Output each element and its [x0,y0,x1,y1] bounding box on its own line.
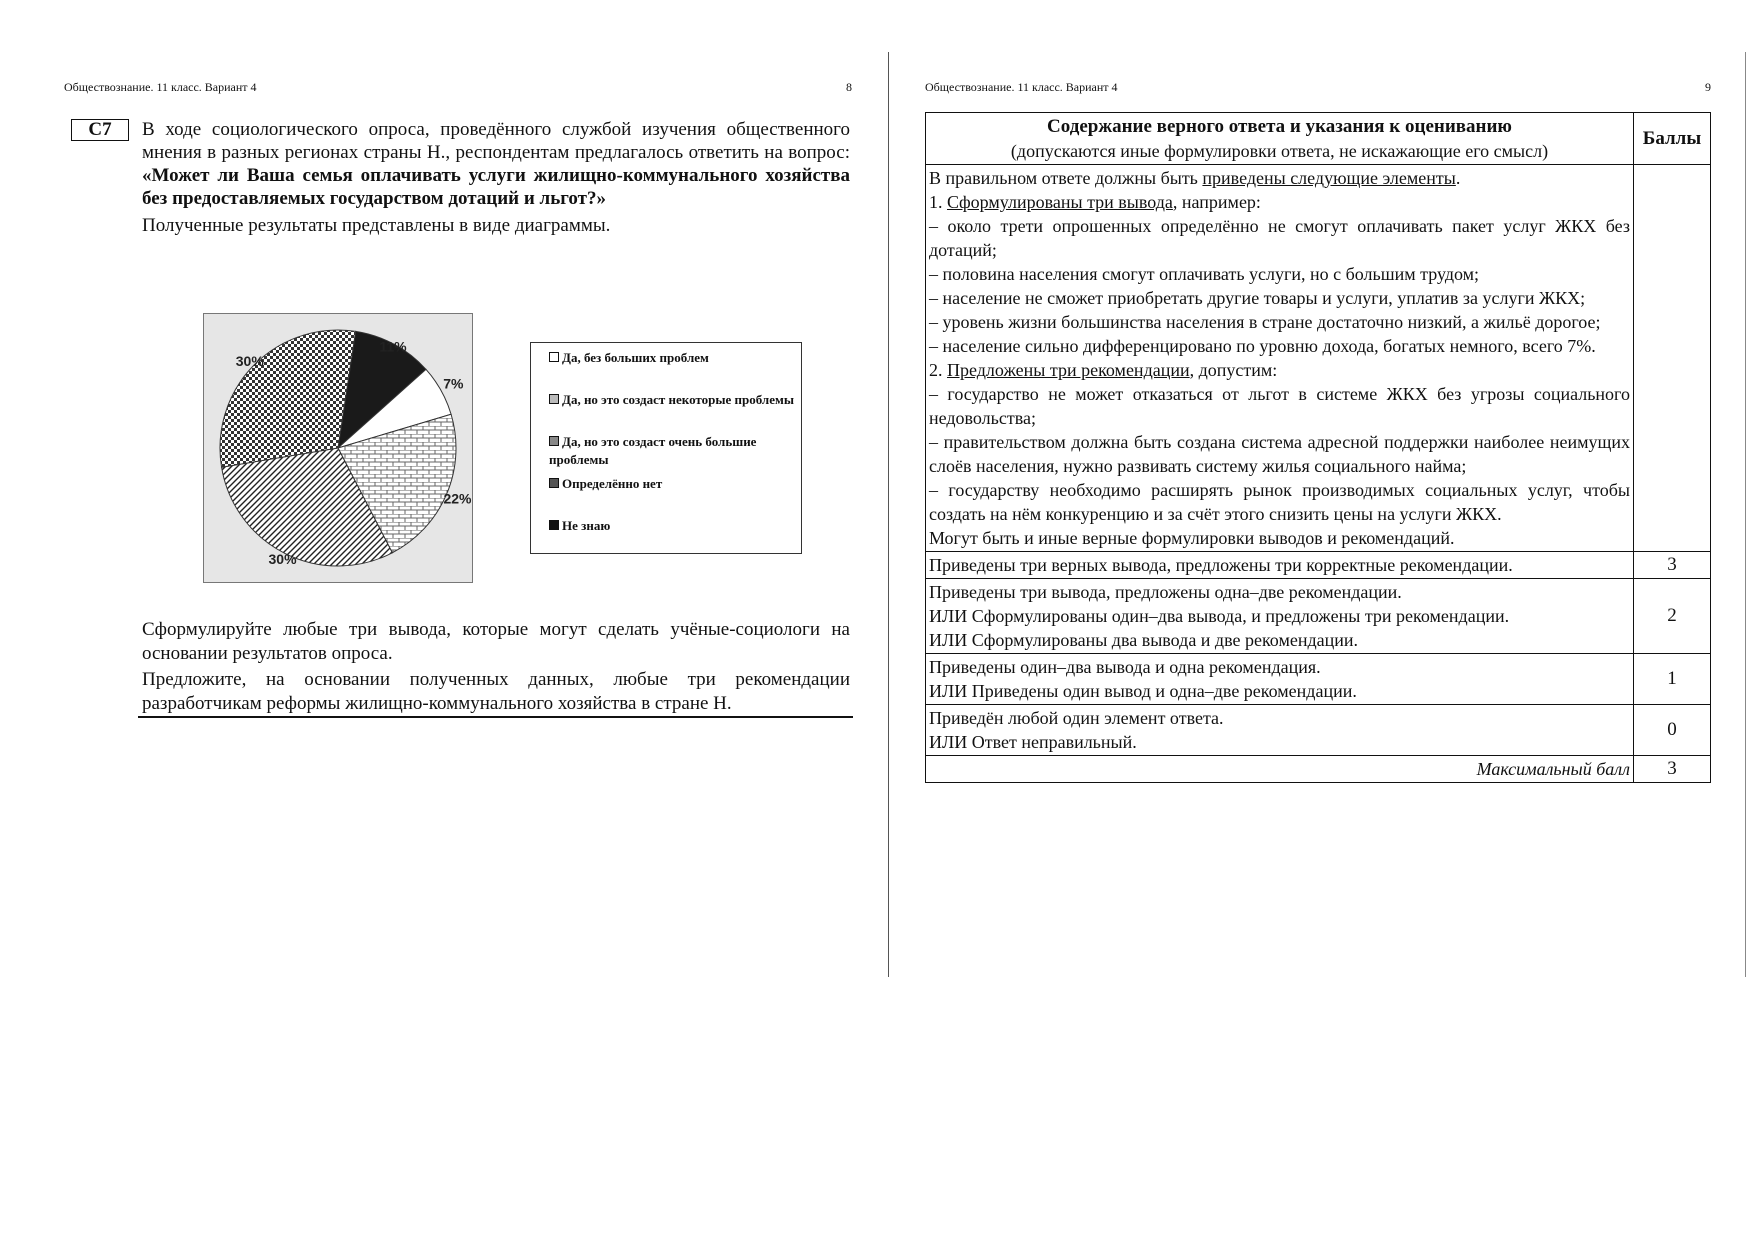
recommendation-item: – государству необходимо расширять рынок производимых социальных услуг, чтобы создать на нём конкуренцию и за счёт этого снизить цены на услуги ЖКХ. [929,480,1630,524]
answer-intro-c: . [1455,168,1461,188]
task-statement [142,118,850,237]
recommendation-item: – государство не может отказаться от льгот в системе ЖКХ без угрозы социального недовольства; [929,384,1630,428]
page-divider [888,52,889,977]
criteria-line: Приведены три вывода, предложены одна–две рекомендации. [929,582,1402,602]
legend-item [549,475,794,493]
conclusion-item: – уровень жизни большинства населения в стране достаточно низкий, а жильё дорогое; [929,312,1601,332]
conclusions-tail: , например: [1172,192,1261,212]
conclusion-item: – половина населения смогут оплачивать услуги, но с большим трудом; [929,264,1480,284]
legend-label: Определённо нет [562,476,663,491]
pie-data-label: 7% [443,375,464,392]
legend-label: Не знаю [562,518,611,533]
swatch-brick [549,394,559,404]
criteria-line: ИЛИ Приведены один вывод и одна–две рекомендации. [929,681,1357,701]
pie-data-label: 22% [443,490,472,507]
criteria-header-title: Содержание верного ответа и указания к оцениванию [1047,116,1512,137]
criteria-line: Приведён любой один элемент ответа. [929,708,1224,728]
task-question: «Может ли Ваша семья оплачивать услуги жилищно-коммунального хозяйства без предоставляемых государством дотаций и льгот?» [142,165,850,209]
score-header: Баллы [1634,113,1711,165]
results-text: Полученные результаты представлены в виде диаграммы. [142,215,611,236]
left-header-title: Обществознание. 11 класс. Вариант 4 [64,80,257,94]
recommendation-item: – правительством должна быть создана система адресной поддержки наиболее неимущих слоёв населения, нужно развивать систему жилья социального найма; [929,432,1630,476]
criteria-line: ИЛИ Сформулированы один–два вывода, и предложены три рекомендации. [929,606,1510,626]
task-instruction-2: Предложите, на основании полученных данных, любые три рекомендации разработчикам реформы жилищно-коммунального хозяйства в стране Н. [142,669,850,714]
answer-content [926,165,1634,552]
max-score-row [926,756,1711,783]
pie-chart-panel [203,313,473,583]
criteria-line: ИЛИ Сформулированы два вывода и две рекомендации. [929,630,1359,650]
legend-item [549,517,794,535]
criteria-header-sub: (допускаются иные формулировки ответа, не искажающие его смысл) [1010,141,1549,161]
criteria-score: 3 [1634,552,1711,579]
swatch-white [549,352,559,362]
answer-content-row [926,165,1711,552]
criteria-score: 0 [1634,705,1711,756]
task-instruction-1: Сформулируйте любые три вывода, которые могут сделать учёные-социологи на основании результатов опроса. [142,619,850,664]
swatch-diagonal [549,436,559,446]
legend-item [549,391,794,409]
criteria-table [925,112,1711,783]
criteria-text [926,654,1634,705]
criteria-text [926,705,1634,756]
conclusion-item: – около трети опрошенных определённо не смогут оплачивать пакет услуг ЖКХ без дотаций; [929,216,1630,260]
recs-title: Предложены три рекомендации [947,360,1190,380]
conclusion-item: – население не сможет приобретать другие товары и услуги, уплатив за услуги ЖКХ; [929,288,1586,308]
task-instructions [142,618,850,718]
legend-item [549,433,794,469]
task-number-box: C7 [71,119,129,141]
criteria-header-row [926,113,1711,165]
answer-closing: Могут быть и иные верные формулировки выводов и рекомендаций. [929,528,1455,548]
task-intro: В ходе социологического опроса, проведённого службой изучения общественного мнения в разных регионах страны Н., респондентам предлагалось ответить на вопрос: [142,119,850,163]
criteria-line: Приведены три верных вывода, предложены три корректные рекомендации. [929,555,1513,575]
legend-label: Да, но это создаст очень большие проблемы [549,434,757,467]
answer-score-empty [1634,165,1711,552]
legend-label: Да, без больших проблем [562,350,709,365]
conclusion-item: – население сильно дифференцировано по уровню дохода, богатых немного, всего 7%. [929,336,1596,356]
recs-tail: , допустим: [1189,360,1278,380]
criteria-text [926,552,1634,579]
legend-item [549,349,794,367]
left-page-number: 8 [846,80,852,94]
slice-opredelenno-net [220,330,356,467]
legend-label: Да, но это создаст некоторые проблемы [562,392,794,407]
swatch-check [549,478,559,488]
criteria-score: 1 [1634,654,1711,705]
pie-data-label: 11% [379,338,407,355]
swatch-black [549,520,559,530]
right-edge-line [1745,52,1746,977]
criteria-line: ИЛИ Ответ неправильный. [929,732,1137,752]
pie-data-label: 30% [268,550,297,567]
recs-num: 2. [929,360,947,380]
conclusions-num: 1. [929,192,947,212]
criteria-row [926,579,1711,654]
criteria-row [926,654,1711,705]
criteria-score: 2 [1634,579,1711,654]
pie-chart [204,314,472,582]
answer-intro-a: В правильном ответе должны быть [929,168,1203,188]
conclusions-title: Сформулированы три вывода [947,192,1173,212]
left-bottom-rule [138,716,853,718]
max-score-value: 3 [1634,756,1711,783]
criteria-text [926,579,1634,654]
criteria-line: Приведены один–два вывода и одна рекомендация. [929,657,1321,677]
criteria-row [926,552,1711,579]
pie-data-label: 30% [235,353,264,370]
chart-legend [530,342,802,554]
criteria-header-cell [926,113,1634,165]
right-header-title: Обществознание. 11 класс. Вариант 4 [925,80,1118,94]
criteria-row [926,705,1711,756]
answer-intro-b: приведены следующие элементы [1202,168,1456,188]
right-page-number: 9 [1705,80,1711,94]
max-score-label: Максимальный балл [926,756,1634,783]
